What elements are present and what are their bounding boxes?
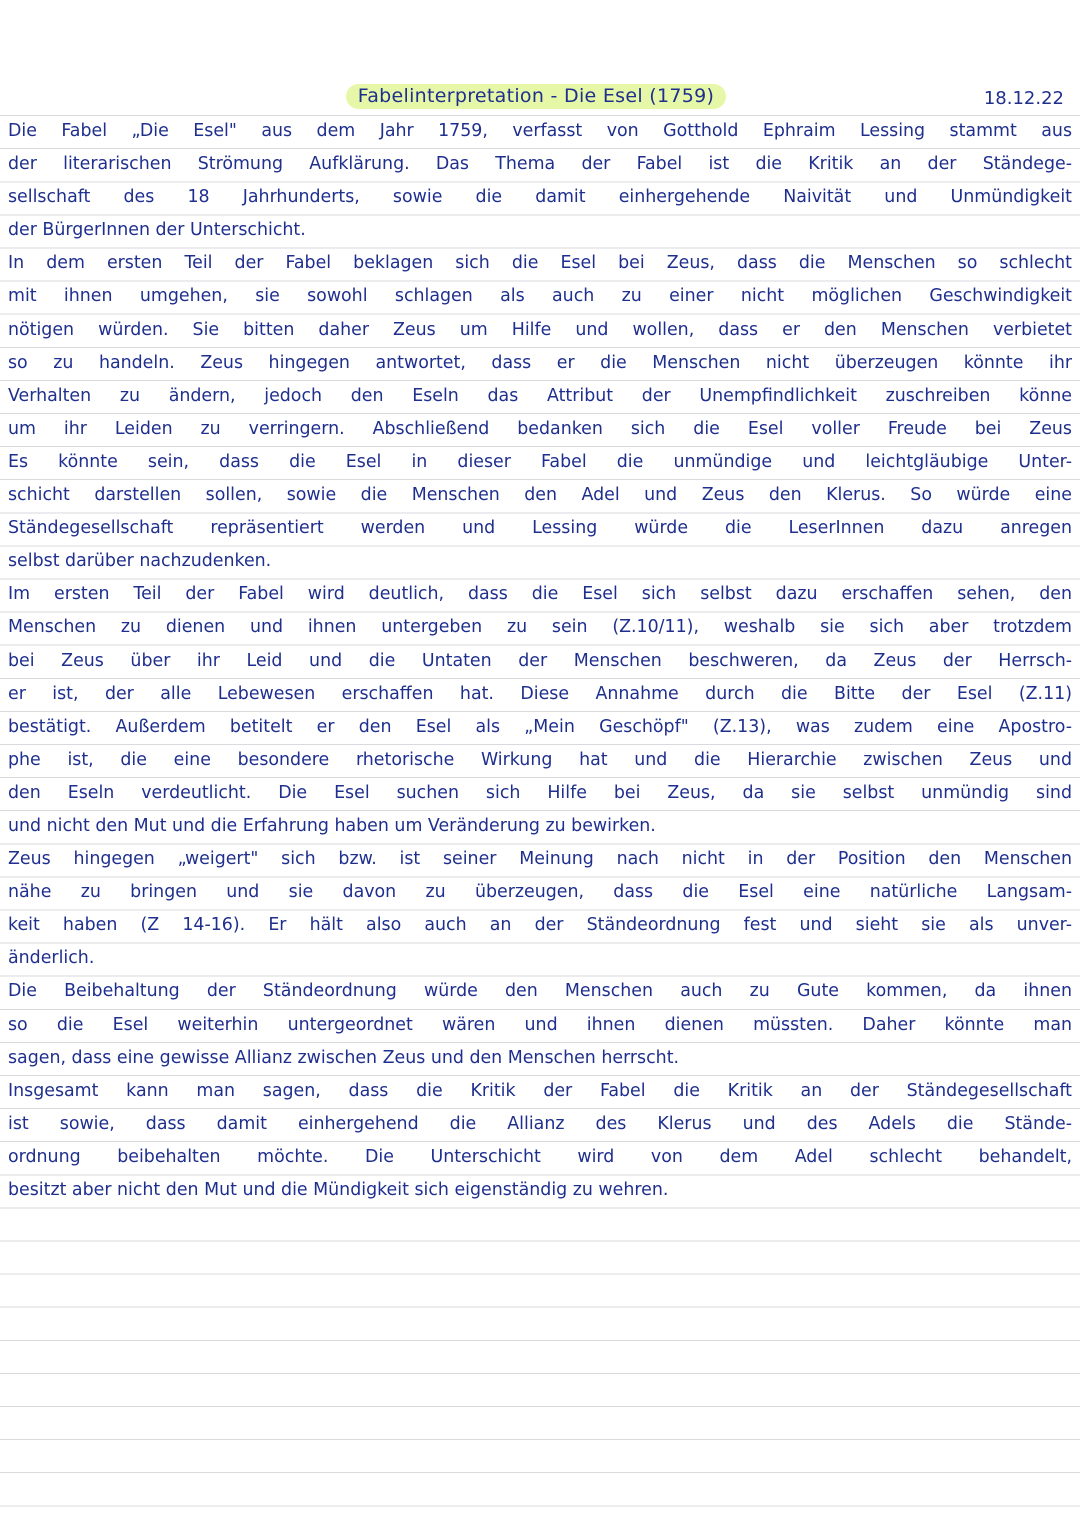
text-line: Insgesamt kann man sagen, dass die Kritik der Fabel die Kritik an der Ständegesellschaft — [8, 1080, 1072, 1101]
text-line: um ihr Leiden zu verringern. Abschließend bedanken sich die Esel voller Freude bei Zeus — [8, 418, 1072, 439]
text-line: Verhalten zu ändern, jedoch den Eseln das Attribut der Unempfindlichkeit zuschreiben könne — [8, 385, 1072, 406]
text-line: keit haben (Z 14-16). Er hält also auch an der Ständeordnung fest und sieht sie als unver- — [8, 915, 1072, 936]
text-line: bei Zeus über ihr Leid und die Untaten der Menschen beschweren, da Zeus der Herrsch- — [8, 650, 1072, 671]
text-line: so zu handeln. Zeus hingegen antwortet, dass er die Menschen nicht überzeugen könnte ihr — [8, 352, 1072, 373]
title-container — [0, 84, 1080, 109]
text-line: ordnung beibehalten möchte. Die Unterschicht wird von dem Adel schlecht behandelt, — [8, 1146, 1072, 1167]
text-line: ist sowie, dass damit einhergehend die Allianz des Klerus und des Adels die Stände- — [8, 1113, 1072, 1134]
text-line: sellschaft des 18 Jahrhunderts, sowie die damit einhergehende Naivität und Unmündigkeit — [8, 187, 1072, 208]
text-line: Die Fabel „Die Esel" aus dem Jahr 1759, verfasst von Gotthold Ephraim Lessing stammt aus — [8, 121, 1072, 141]
text-line: besitzt aber nicht den Mut und die Mündigkeit sich eigenständig zu wehren. — [8, 1180, 669, 1200]
text-line: änderlich. — [8, 948, 95, 969]
text-line: nötigen würden. Sie bitten daher Zeus um Hilfe und wollen, dass er den Menschen verbietet — [8, 319, 1072, 340]
text-line: den Eseln verdeutlicht. Die Esel suchen sich Hilfe bei Zeus, da sie selbst unmündig sind — [8, 782, 1072, 803]
text-line: sagen, dass eine gewisse Allianz zwischen Zeus und den Menschen herrscht. — [8, 1047, 680, 1068]
text-line: Menschen zu dienen und ihnen untergeben zu sein (Z.10/11), weshalb sie sich aber trotzdem — [8, 617, 1072, 638]
text-line: selbst darüber nachzudenken. — [8, 551, 272, 572]
text-line: er ist, der alle Lebewesen erschaffen hat. Diese Annahme durch die Bitte der Esel (Z.11) — [8, 683, 1072, 704]
text-line: bestätigt. Außerdem betitelt er den Esel als „Mein Geschöpf" (Z.13), was zudem eine Apostro- — [8, 716, 1072, 737]
date-label: 18.12.22 — [983, 88, 1064, 109]
text-line: Zeus hingegen „weigert" sich bzw. ist seiner Meinung nach nicht in der Position den Menschen — [8, 849, 1072, 870]
text-line: schicht darstellen sollen, sowie die Menschen den Adel und Zeus den Klerus. So würde eine — [8, 485, 1072, 506]
text-line: In dem ersten Teil der Fabel beklagen sich die Esel bei Zeus, dass die Menschen so schlecht — [8, 253, 1072, 274]
document-body — [8, 115, 1072, 1207]
text-line: und nicht den Mut und die Erfahrung haben um Veränderung zu bewirken. — [8, 815, 656, 836]
text-line: so die Esel weiterhin untergeordnet wären und ihnen dienen müssten. Daher könnte man — [8, 1014, 1072, 1035]
page-title: Fabelinterpretation - Die Esel (1759) — [346, 84, 727, 109]
text-line: der BürgerInnen der Unterschicht. — [8, 220, 306, 241]
text-line: mit ihnen umgehen, sie sowohl schlagen als auch zu einer nicht möglichen Geschwindigkeit — [8, 286, 1072, 307]
text-line: nähe zu bringen und sie davon zu überzeugen, dass die Esel eine natürliche Langsam- — [8, 882, 1072, 903]
text-line: Es könnte sein, dass die Esel in dieser Fabel die unmündige und leichtgläubige Unter- — [8, 451, 1072, 472]
text-line: Ständegesellschaft repräsentiert werden und Lessing würde die LeserInnen dazu anregen — [8, 518, 1072, 539]
text-line: Im ersten Teil der Fabel wird deutlich, dass die Esel sich selbst dazu erschaffen sehen, den — [8, 584, 1072, 605]
text-line: phe ist, die eine besondere rhetorische Wirkung hat und die Hierarchie zwischen Zeus und — [8, 749, 1072, 770]
text-line: Die Beibehaltung der Ständeordnung würde den Menschen auch zu Gute kommen, da ihnen — [8, 981, 1072, 1002]
text-line: der literarischen Strömung Aufklärung. Das Thema der Fabel ist die Kritik an der Ständege- — [8, 154, 1072, 175]
